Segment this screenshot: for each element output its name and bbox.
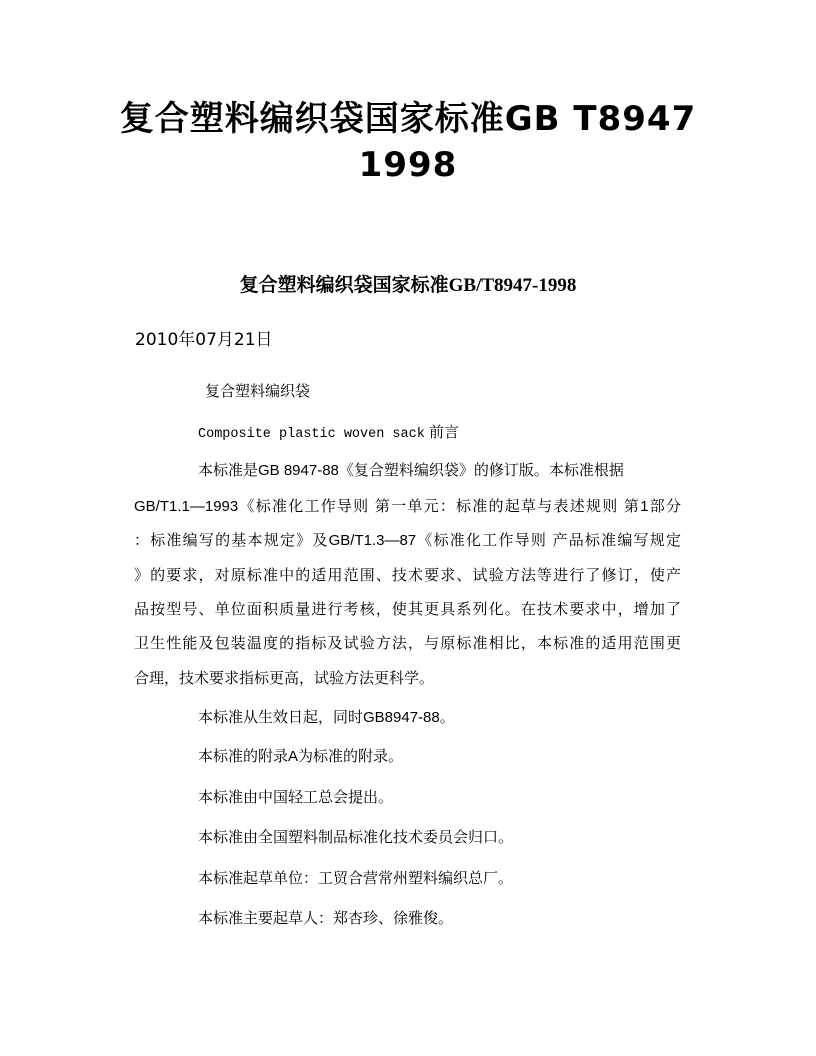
statement-line: 本标准主要起草人：郑杏珍、徐雅俊。 — [198, 910, 454, 927]
statement-line: 本标准从生效日起，同时GB8947-88。 — [198, 709, 455, 726]
section-heading: 复合塑料编织袋 — [205, 383, 311, 400]
paragraph-line: 合理，技术要求指标更高，试验方法更科学。 — [134, 670, 435, 687]
paragraph-line: 卫生性能及包装温度的指标及试验方法，与原标准相比，本标准的适用范围更 — [134, 635, 681, 652]
statement-line: 本标准的附录A为标准的附录。 — [198, 748, 404, 765]
page-title-line-2: 1998 — [358, 145, 458, 185]
page-title — [100, 96, 716, 188]
document-subtitle: 复合塑料编织袋国家标准GB/T8947-1998 — [239, 275, 577, 296]
publish-date: 2010年07月21日 — [135, 330, 273, 350]
paragraph-line: ：标准编写的基本规定》及GB/T1.3—87《标准化工作导则 产品标准编写规定 — [134, 532, 681, 549]
paragraph-line: 》的要求，对原标准中的适用范围、技术要求、试验方法等进行了修订，使产 — [134, 567, 681, 584]
statement-line: 本标准由中国轻工总会提出。 — [198, 789, 394, 806]
english-title-line — [198, 422, 459, 446]
page-title-line-1: 复合塑料编织袋国家标准GB T8947 — [119, 99, 697, 139]
statement-line: 本标准由全国塑料制品标准化技术委员会归口。 — [198, 829, 514, 846]
paragraph-line: GB/T1.1—1993《标准化工作导则 第一单元：标准的起草与表述规则 第1部分 — [134, 498, 681, 515]
statement-line: 本标准起草单位：工贸合营常州塑料编织总厂。 — [198, 870, 514, 887]
paragraph-line: 本标准是GB 8947-88《复合塑料编织袋》的修订版。本标准根据 — [198, 462, 624, 479]
paragraph-line: 品按型号、单位面积质量进行考核，使其更具系列化。在技术要求中，增加了 — [134, 601, 681, 618]
english-title: Composite plastic woven sack — [198, 427, 425, 442]
foreword-label: 前言 — [429, 424, 460, 441]
